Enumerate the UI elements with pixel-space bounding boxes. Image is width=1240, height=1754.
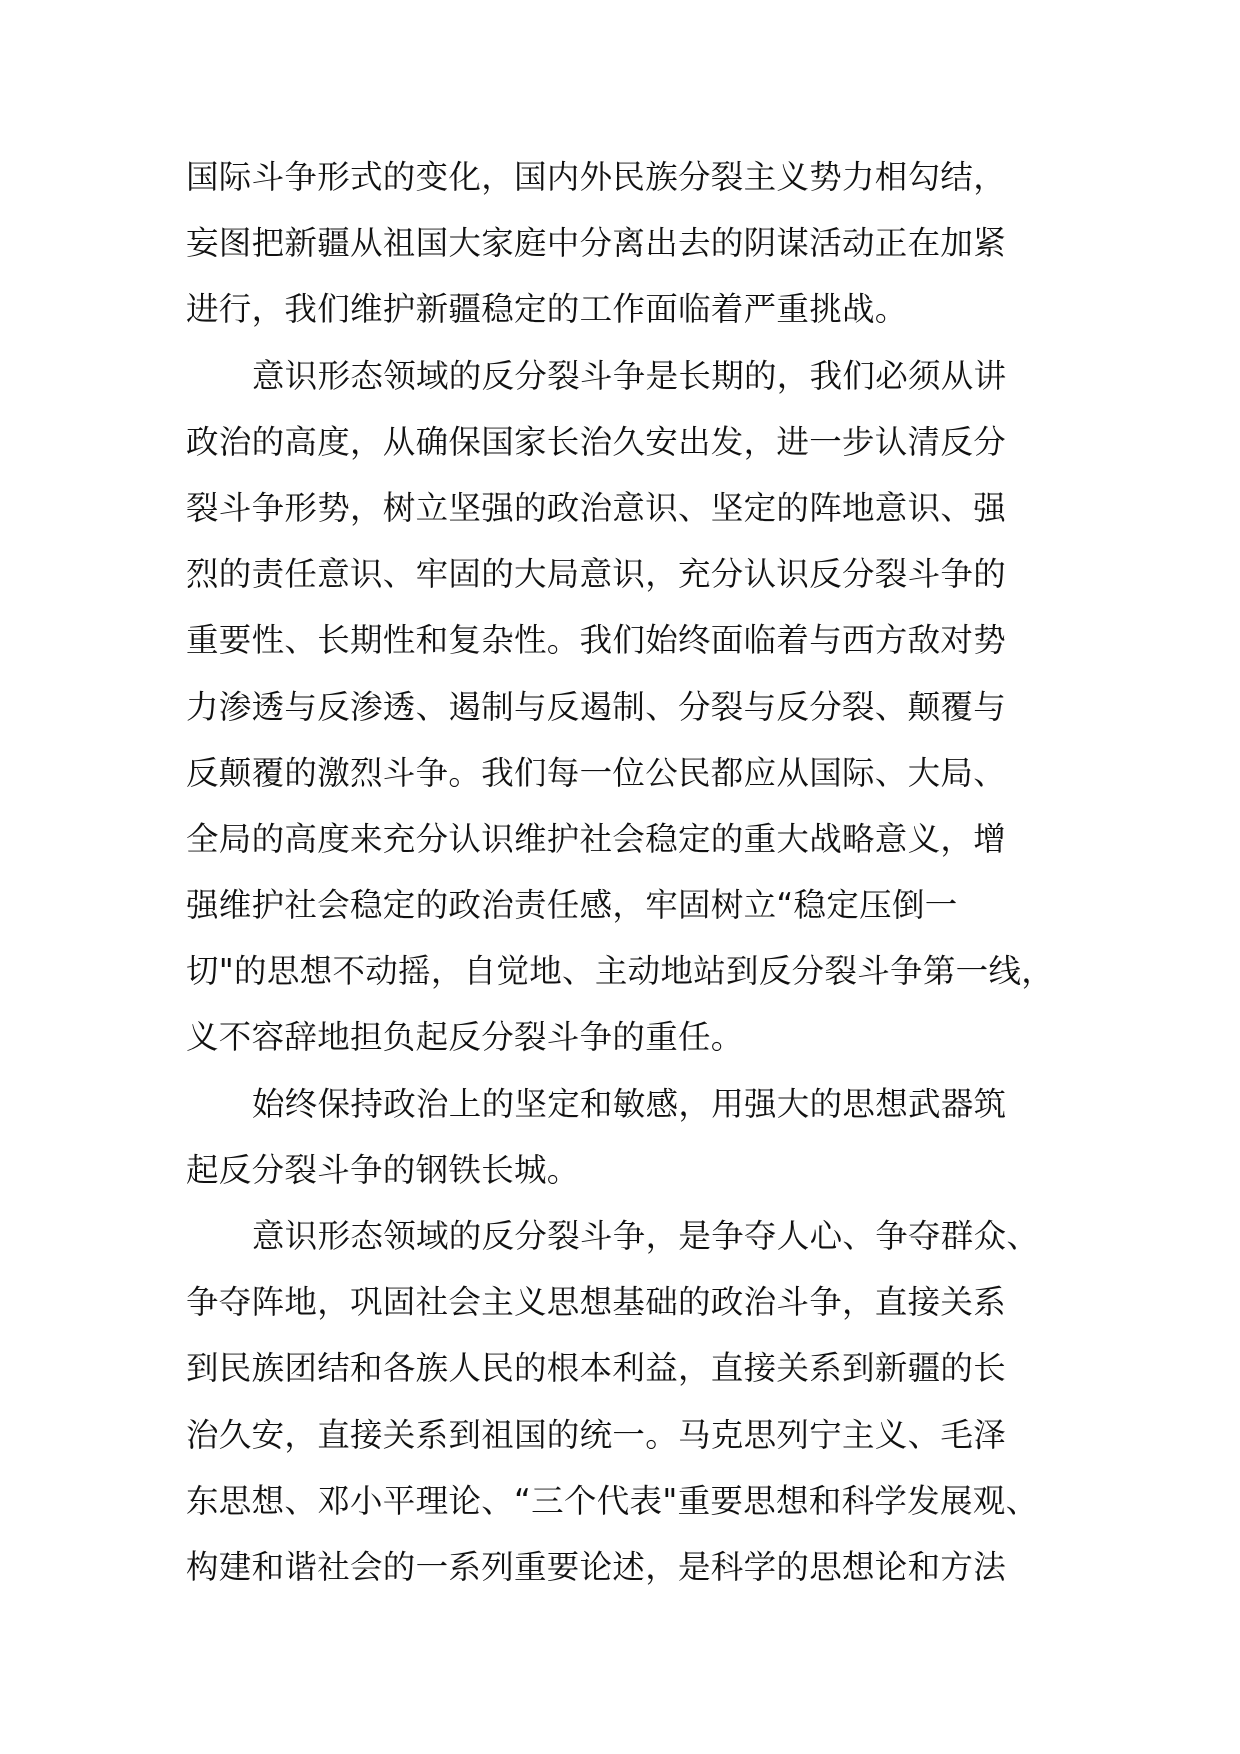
text-line: 政治的高度，从确保国家长治久安出发，进一步认清反分 [186,422,1007,461]
paragraph-start-line: 意识形态领域的反分裂斗争是长期的，我们必须从讲 [252,356,1007,395]
text-line: 到民族团结和各族人民的根本利益，直接关系到新疆的长 [186,1349,1007,1388]
text-line: 构建和谐社会的一系列重要论述，是科学的思想论和方法 [186,1547,1007,1586]
text-line: 起反分裂斗争的钢铁长城。 [186,1150,580,1189]
paragraph-start-line: 始终保持政治上的坚定和敏感，用强大的思想武器筑 [252,1084,1007,1123]
paragraph-start-line: 意识形态领域的反分裂斗争，是争夺人心、争夺群众、 [252,1217,1040,1255]
body-text [186,144,1086,1600]
text-line: 国际斗争形式的变化，国内外民族分裂主义势力相勾结， [186,158,1007,196]
text-line: 进行，我们维护新疆稳定的工作面临着严重挑战。 [186,290,908,329]
text-line: 重要性、长期性和复杂性。我们始终面临着与西方敌对势 [186,621,1007,660]
text-line: 裂斗争形势，树立坚强的政治意识、坚定的阵地意识、强 [186,488,1007,527]
text-line: 妄图把新疆从祖国大家庭中分离出去的阴谋活动正在加紧 [186,224,1007,263]
text-line: 东思想、邓小平理论、“三个代表"重要思想和科学发展观、 [186,1481,1039,1520]
text-line: 全局的高度来充分认识维护社会稳定的重大战略意义，增 [186,819,1007,858]
text-line: 治久安，直接关系到祖国的统一。马克思列宁主义、毛泽 [186,1415,1007,1454]
text-line: 力渗透与反渗透、遏制与反遏制、分裂与反分裂、颠覆与 [186,687,1007,726]
text-line: 争夺阵地，巩固社会主义思想基础的政治斗争，直接关系 [186,1283,1007,1322]
text-line: 强维护社会稳定的政治责任感，牢固树立“稳定压倒一 [186,886,958,925]
text-line: 反颠覆的激烈斗争。我们每一位公民都应从国际、大局、 [186,753,1007,792]
text-line: 烈的责任意识、牢固的大局意识，充分认识反分裂斗争的 [186,555,1007,594]
text-line: 切"的思想不动摇，自觉地、主动地站到反分裂斗争第一线， [186,952,1055,991]
text-line: 义不容辞地担负起反分裂斗争的重任。 [186,1018,744,1057]
